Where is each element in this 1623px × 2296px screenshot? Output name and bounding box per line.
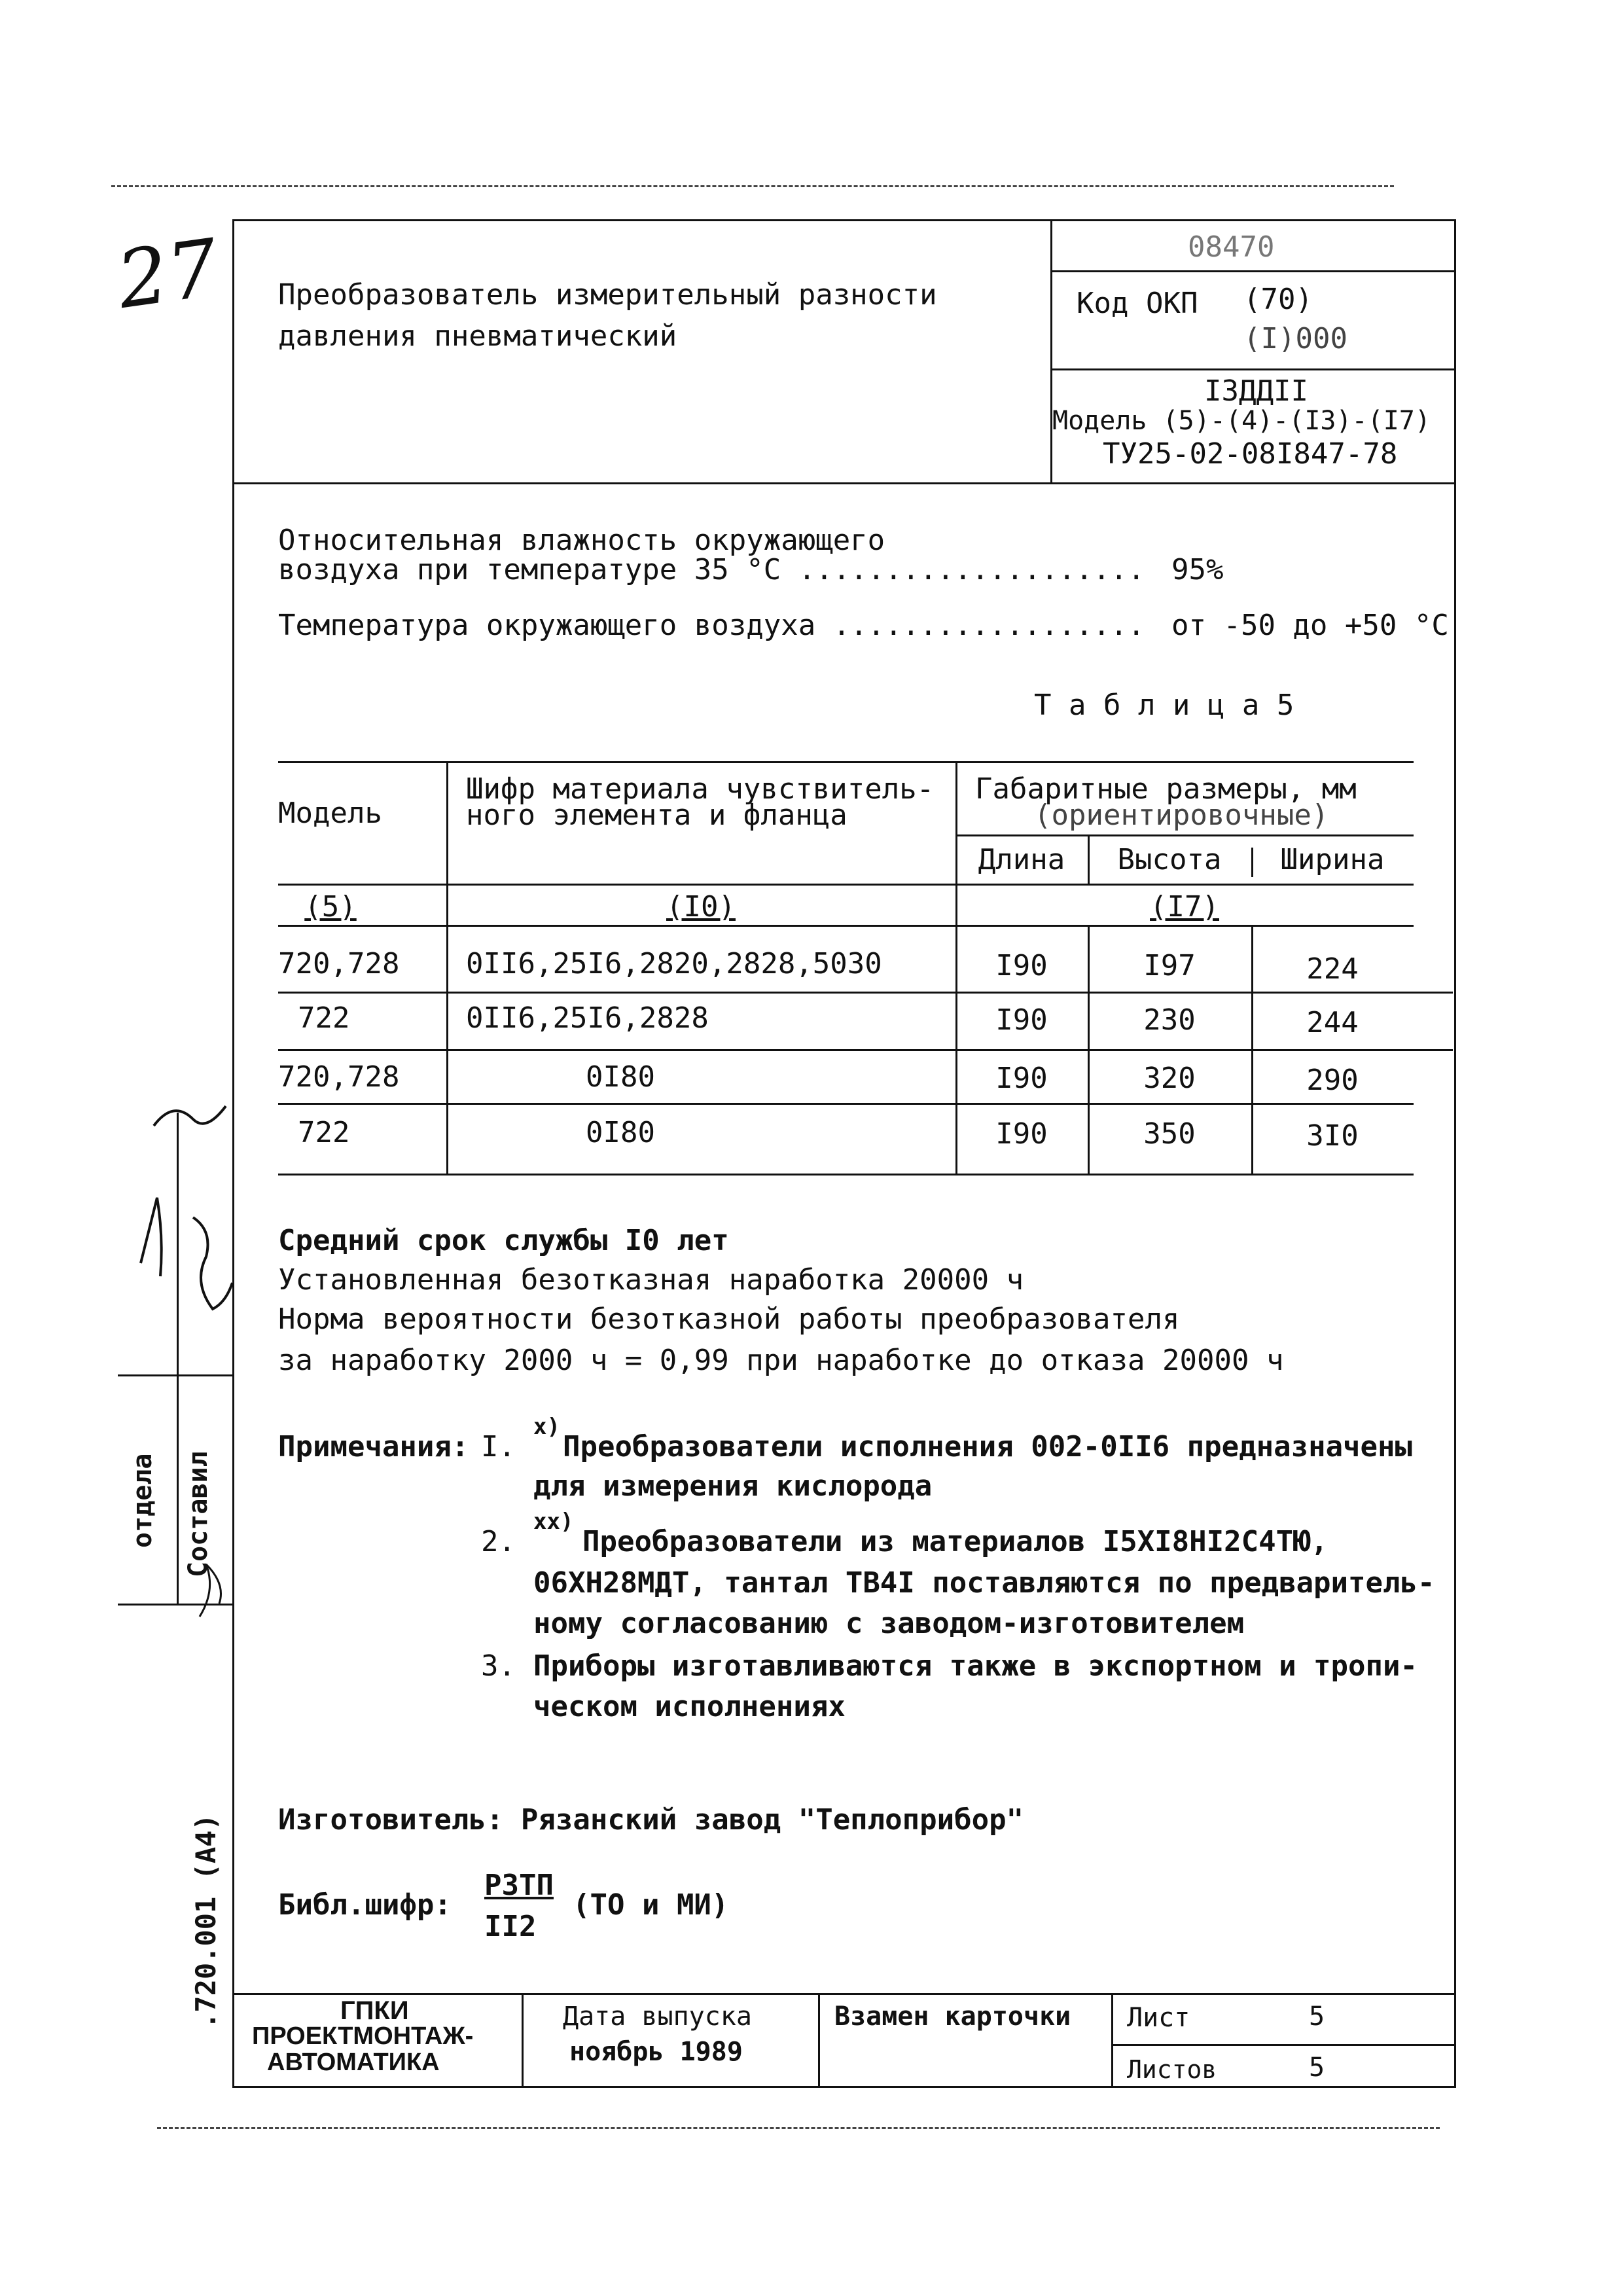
- note-1-line1: Преобразователи исполнения 002-0II6 предназначены: [563, 1430, 1413, 1463]
- sheet-number: 27: [112, 223, 224, 327]
- notes-label: Примечания:: [278, 1430, 469, 1463]
- document-code: .720.001 (A4): [190, 1814, 222, 2029]
- humidity-label-line2: воздуха при температуре 35 °C ....................: [278, 553, 1145, 586]
- row-model: 720,728: [278, 947, 400, 980]
- index-material: (I0): [666, 890, 736, 924]
- row-material: 0I80: [586, 1060, 655, 1094]
- row-width: 290: [1306, 1064, 1359, 1097]
- library-label: Библ.шифр:: [278, 1888, 452, 1922]
- manufacturer: Изготовитель: Рязанский завод "Теплоприбор": [278, 1803, 1024, 1837]
- note-2-marker: xx): [533, 1509, 574, 1535]
- row-width: 3I0: [1306, 1119, 1359, 1153]
- note-3-line1: Приборы изготавливаются также в экспортном и тропи-: [533, 1649, 1418, 1683]
- issue-date-label: Дата выпуска: [563, 2001, 752, 2032]
- okp-code-2: (I)000: [1243, 322, 1347, 355]
- row-material: 0I80: [586, 1116, 655, 1149]
- bottom-cut-line: [157, 2127, 1440, 2129]
- row-length: I90: [995, 1117, 1048, 1151]
- replaces-card-label: Взамен карточки: [834, 2001, 1071, 2032]
- row-height: 350: [1143, 1117, 1196, 1151]
- sub-header-length: Длина: [978, 843, 1065, 876]
- note-2-line3: ному согласованию с заводом-изготовителем: [533, 1607, 1245, 1640]
- library-suffix: (ТО и МИ): [573, 1888, 729, 1922]
- row-height: 320: [1143, 1062, 1196, 1095]
- composed-label: Составил: [183, 1451, 213, 1577]
- humidity-value: 95%: [1171, 553, 1224, 586]
- row-height: 230: [1143, 1003, 1196, 1037]
- row-model: 722: [298, 1001, 350, 1035]
- note-3-line2: ческом исполнениях: [533, 1690, 846, 1723]
- org-line1: ГПКИ: [340, 1996, 409, 2025]
- row-model: 720,728: [278, 1060, 400, 1094]
- sub-header-height: Высота: [1117, 843, 1222, 876]
- reliability-norm-line1: Норма вероятности безотказной работы преобразователя: [278, 1302, 1180, 1336]
- org-line3: АВТОМАТИКА: [267, 2049, 440, 2076]
- temperature-label: Температура окружающего воздуха ..................: [278, 609, 1145, 642]
- col-model-header: Модель: [278, 797, 382, 830]
- index-model: (5): [304, 890, 357, 924]
- row-width: 244: [1306, 1006, 1359, 1039]
- mtbf: Установленная безотказная наработка 20000 ч: [278, 1263, 1024, 1297]
- note-2-line1: Преобразователи из материалов I5XI8HI2C4TЮ,: [582, 1525, 1329, 1558]
- row-length: I90: [995, 1062, 1048, 1095]
- humidity-label-line1: Относительная влажность окружающего: [278, 524, 885, 557]
- model-label: Модель (5)-(4)-(I3)-(I7): [1052, 406, 1431, 436]
- issue-date-value: ноябрь 1989: [569, 2037, 743, 2067]
- row-width: 224: [1306, 952, 1359, 986]
- dept-label: отдела: [128, 1453, 158, 1548]
- row-material: 0II6,25I6,2828: [466, 1001, 709, 1035]
- index-dims: (I7): [1150, 890, 1219, 924]
- col-material-header-line1: Шифр материала чувствитель-: [466, 772, 935, 806]
- col-dims-header-line1: Габаритные размеры, мм: [975, 772, 1357, 806]
- note-1-line2: для измерения кислорода: [533, 1469, 933, 1503]
- note-1-number: I.: [481, 1430, 516, 1463]
- product-title-line2: давления пневматический: [278, 319, 677, 353]
- col-material-header-line2: ного элемента и фланца: [466, 798, 847, 832]
- okp-label: Код ОКП: [1077, 287, 1198, 320]
- reliability-norm-line2: за наработку 2000 ч = 0,99 при наработке до отказа 20000 ч: [278, 1344, 1284, 1377]
- note-2-line2: 06XH28MДТ, тантал TB4I поставляются по предваритель-: [533, 1566, 1435, 1600]
- note-3-number: 3.: [481, 1649, 516, 1683]
- sheet-label: Лист: [1127, 2003, 1190, 2033]
- note-2-number: 2.: [481, 1525, 516, 1558]
- sheets-label: Листов: [1127, 2055, 1217, 2084]
- sub-header-width: Ширина: [1280, 843, 1385, 876]
- note-1-marker: x): [533, 1414, 560, 1440]
- sheets-value: 5: [1309, 2053, 1325, 2083]
- table-caption: Т а б л и ц а 5: [1034, 689, 1294, 722]
- temperature-value: от -50 до +50 °C: [1171, 609, 1449, 642]
- product-title-line1: Преобразователь измерительный разности: [278, 278, 937, 312]
- service-life: Средний срок службы I0 лет: [278, 1224, 729, 1257]
- row-model: 722: [298, 1116, 350, 1149]
- row-material: 0II6,25I6,2820,2828,5030: [466, 947, 882, 980]
- col-dims-header-line2: (ориентировочные): [1034, 798, 1329, 832]
- okp-code-1: (70): [1243, 283, 1313, 316]
- signature-marks: [128, 1047, 232, 1767]
- model-code: I3ДДII: [1204, 374, 1308, 408]
- top-cut-line: [111, 185, 1394, 187]
- code-number: 08470: [1188, 230, 1275, 264]
- row-length: I90: [995, 1003, 1048, 1037]
- sheet-value: 5: [1309, 2001, 1325, 2032]
- tu-number: ТУ25-02-08I847-78: [1103, 437, 1398, 471]
- org-line2: ПРОЕКТМОНТАЖ-: [252, 2022, 474, 2050]
- library-code-numerator: РЗТП: [484, 1869, 554, 1902]
- row-height: I97: [1143, 949, 1196, 982]
- row-length: I90: [995, 949, 1048, 982]
- library-code-denominator: II2: [484, 1910, 537, 1943]
